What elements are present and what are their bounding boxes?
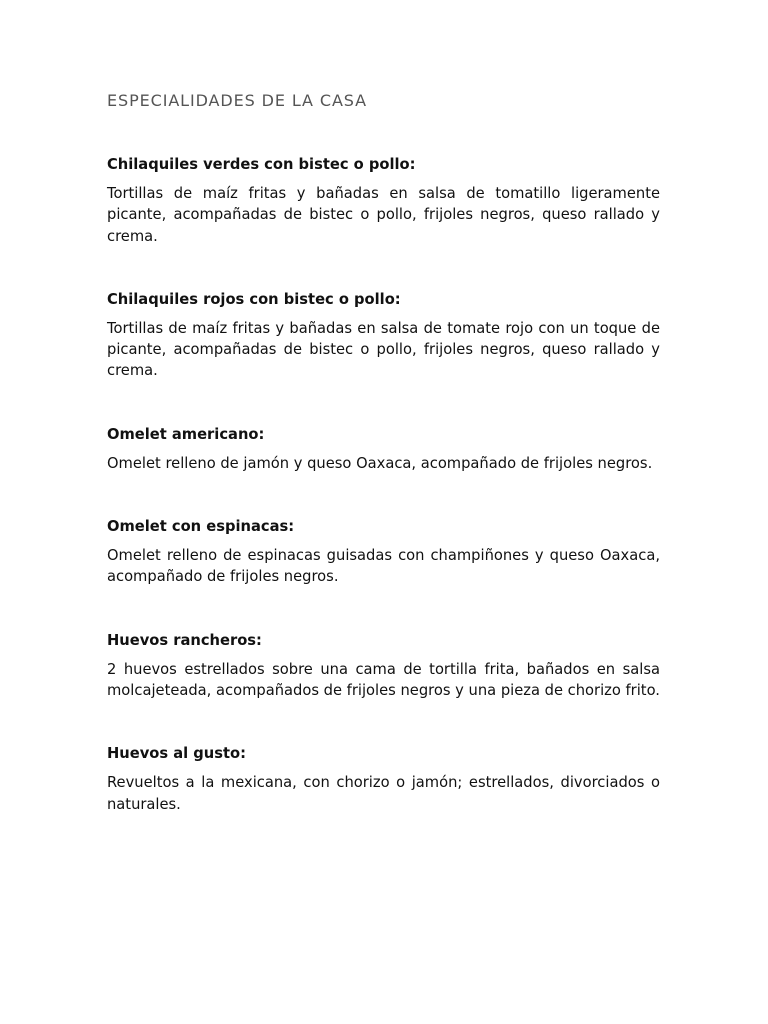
- dish-name: Omelet con espinacas:: [107, 518, 295, 536]
- dish-name: Huevos al gusto:: [107, 745, 246, 763]
- dish-description: Tortillas de maíz fritas y bañadas en salsa de tomatillo ligeramente picante, acompañadas de bistec o pollo, frijoles negros, queso rallado y crema.: [107, 185, 660, 245]
- dish-item: [107, 517, 660, 588]
- dish-list: [107, 155, 660, 815]
- dish-item: [107, 425, 660, 474]
- dish-name: Omelet americano:: [107, 425, 265, 443]
- dish-description: Tortillas de maíz fritas y bañadas en salsa de tomate rojo con un toque de picante, acompañadas de bistec o pollo, frijoles negros, queso rallado y crema.: [107, 319, 660, 380]
- dish-description: Omelet relleno de espinacas guisadas con champiñones y queso Oaxaca, acompañado de frijoles negros.: [107, 547, 660, 586]
- dish-name: Chilaquiles rojos con bistec o pollo:: [107, 290, 401, 308]
- dish-item: [107, 155, 660, 247]
- dish-item: [107, 744, 660, 815]
- dish-description: Revueltos a la mexicana, con chorizo o jamón; estrellados, divorciados o naturales.: [107, 774, 660, 813]
- dish-name: Chilaquiles verdes con bistec o pollo:: [107, 156, 416, 173]
- page-title: ESPECIALIDADES DE LA CASA: [107, 91, 367, 110]
- dish-item: [107, 631, 660, 702]
- document-page: [107, 90, 660, 858]
- dish-name: Huevos rancheros:: [107, 631, 262, 649]
- dish-item: [107, 290, 660, 382]
- dish-description: 2 huevos estrellados sobre una cama de tortilla frita, bañados en salsa molcajeteada, acompañados de frijoles negros y una pieza de chorizo frito.: [107, 660, 660, 699]
- dish-description: Omelet relleno de jamón y queso Oaxaca, acompañado de frijoles negros.: [107, 454, 653, 472]
